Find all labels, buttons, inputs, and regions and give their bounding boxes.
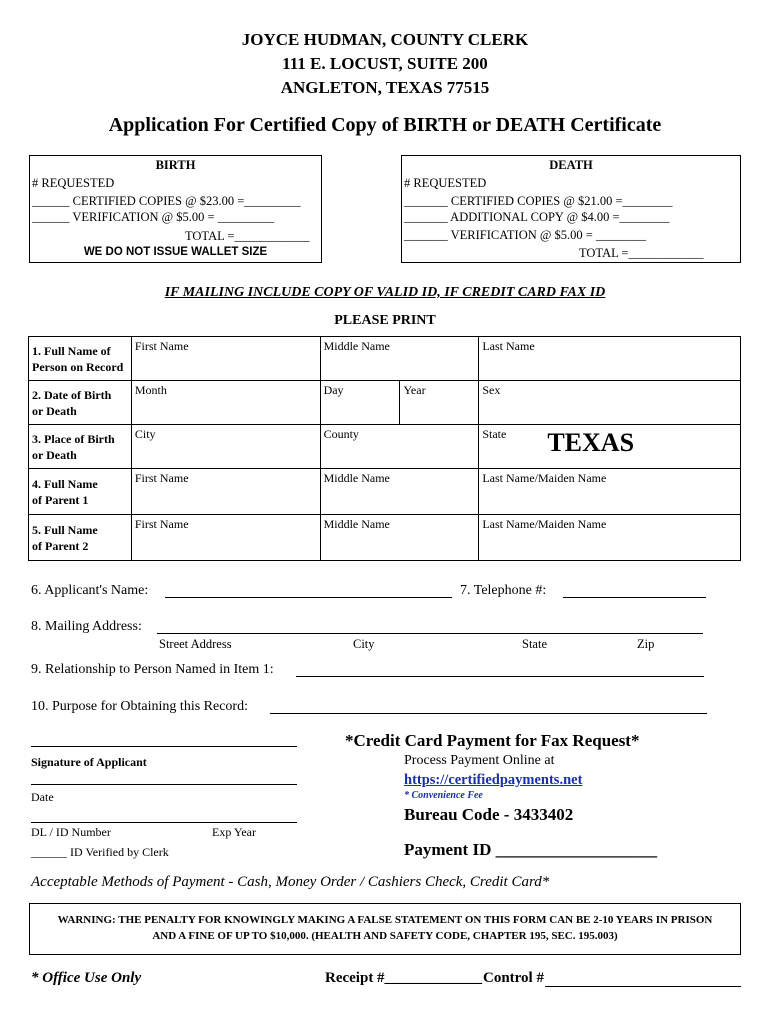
state-value: TEXAS xyxy=(547,428,635,457)
control-number-label: Control # xyxy=(483,970,544,986)
warning-line-2: AND A FINE OF UP TO $10,000. (HEALTH AND SAFETY CODE, CHAPTER 195, SEC. 195.003) xyxy=(152,930,618,942)
county-field[interactable]: County xyxy=(320,425,479,469)
dl-id-label: DL / ID Number xyxy=(31,825,111,839)
parent2-first-name-field[interactable]: First Name xyxy=(131,515,320,561)
date-input[interactable] xyxy=(31,784,297,785)
payment-id-line[interactable]: Payment ID ___________________ xyxy=(404,840,658,859)
birth-certified-copies-line[interactable]: ______ CERTIFIED COPIES @ $23.00 =_________ xyxy=(32,194,301,208)
mailing-id-note: IF MAILING INCLUDE COPY OF VALID ID, IF CREDIT CARD FAX ID xyxy=(164,285,606,300)
death-certified-copies-line[interactable]: _______ CERTIFIED COPIES @ $21.00 =________ xyxy=(404,194,673,208)
date-row xyxy=(29,381,741,425)
row-label-line: 5. Full Name xyxy=(32,522,98,537)
birth-heading: BIRTH xyxy=(155,158,196,172)
control-number-input[interactable] xyxy=(545,986,741,987)
state-field-label: State xyxy=(482,427,507,441)
row-label-line: or Death xyxy=(32,447,77,462)
warning-box xyxy=(29,903,741,955)
city-field[interactable]: City xyxy=(131,425,320,469)
convenience-fee-note: * Convenience Fee xyxy=(404,790,483,801)
death-additional-copy-line[interactable]: _______ ADDITIONAL COPY @ $4.00 =________ xyxy=(404,210,670,224)
death-requested-label: # REQUESTED xyxy=(404,176,487,190)
clerk-city: ANGLETON, TEXAS 77515 xyxy=(280,78,490,97)
first-name-field[interactable]: First Name xyxy=(131,337,320,381)
parent1-last-name-field[interactable]: Last Name/Maiden Name xyxy=(479,469,741,515)
purpose-label: 10. Purpose for Obtaining this Record: xyxy=(31,699,248,714)
parent1-label xyxy=(29,469,132,515)
warning-line-1: WARNING: THE PENALTY FOR KNOWINGLY MAKING A FALSE STATEMENT ON THIS FORM CAN BE 2-10 YEARS IN PRISON xyxy=(57,914,713,926)
row-label-line: 2. Date of Birth xyxy=(32,387,112,402)
parent2-last-name-field[interactable]: Last Name/Maiden Name xyxy=(479,515,741,561)
sex-field[interactable]: Sex xyxy=(479,381,741,425)
last-name-field[interactable]: Last Name xyxy=(479,337,741,381)
city-caption: City xyxy=(353,637,375,651)
birth-requested-label: # REQUESTED xyxy=(32,176,115,190)
record-info-grid xyxy=(28,336,741,561)
row-label-line: 4. Full Name xyxy=(32,476,98,491)
parent1-row xyxy=(29,469,741,515)
form-title: Application For Certified Copy of BIRTH or DEATH Certificate xyxy=(108,114,662,136)
row-label-line: or Death xyxy=(32,403,77,418)
signature-input[interactable] xyxy=(31,746,297,747)
relationship-label: 9. Relationship to Person Named in Item 1: xyxy=(31,662,274,677)
state-field[interactable] xyxy=(479,425,741,469)
bureau-code: Bureau Code - 3433402 xyxy=(404,805,574,824)
row-label-line: Person on Record xyxy=(32,359,124,374)
mailing-address-input[interactable] xyxy=(157,633,703,634)
full-name-label xyxy=(29,337,132,381)
birth-total-line[interactable]: TOTAL =____________ xyxy=(185,229,310,243)
telephone-input[interactable] xyxy=(563,597,706,598)
wallet-size-notice: WE DO NOT ISSUE WALLET SIZE xyxy=(83,246,268,258)
full-name-row xyxy=(29,337,741,381)
applicant-name-label: 6. Applicant's Name: xyxy=(31,583,149,598)
state-caption: State xyxy=(522,637,547,651)
exp-year-label: Exp Year xyxy=(212,825,256,839)
death-verification-line[interactable]: _______ VERIFICATION @ $5.00 = ________ xyxy=(404,228,646,242)
date-label xyxy=(29,381,132,425)
clerk-address: 111 E. LOCUST, SUITE 200 xyxy=(282,54,488,73)
death-heading: DEATH xyxy=(549,158,593,172)
place-row xyxy=(29,425,741,469)
death-box xyxy=(401,155,741,263)
row-label-line: of Parent 1 xyxy=(32,492,89,507)
place-label xyxy=(29,425,132,469)
signature-label: Signature of Applicant xyxy=(31,755,147,769)
middle-name-field[interactable]: Middle Name xyxy=(320,337,479,381)
row-label-line: 3. Place of Birth xyxy=(32,431,115,446)
relationship-input[interactable] xyxy=(296,676,704,677)
death-total-line[interactable]: TOTAL =____________ xyxy=(579,246,704,260)
parent2-middle-name-field[interactable]: Middle Name xyxy=(320,515,479,561)
receipt-number-field[interactable]: Receipt #_____________ xyxy=(325,970,483,986)
day-field[interactable]: Day xyxy=(320,381,400,425)
id-verified-line[interactable]: ______ ID Verified by Clerk xyxy=(31,845,169,859)
birth-box xyxy=(29,155,322,263)
parent2-row xyxy=(29,515,741,561)
zip-caption: Zip xyxy=(637,637,655,651)
parent1-middle-name-field[interactable]: Middle Name xyxy=(320,469,479,515)
year-field[interactable]: Year xyxy=(400,381,479,425)
clerk-name: JOYCE HUDMAN, COUNTY CLERK xyxy=(241,30,529,49)
telephone-label: 7. Telephone #: xyxy=(460,583,547,598)
date-label: Date xyxy=(31,790,54,804)
please-print-note: PLEASE PRINT xyxy=(334,313,436,328)
purpose-input[interactable] xyxy=(270,713,707,714)
parent2-label xyxy=(29,515,132,561)
street-address-caption: Street Address xyxy=(159,637,232,651)
row-label-line: of Parent 2 xyxy=(32,538,89,553)
month-field[interactable]: Month xyxy=(131,381,320,425)
row-label-line: 1. Full Name of xyxy=(32,343,111,358)
payment-url-link[interactable]: https://certifiedpayments.net xyxy=(404,772,583,788)
mailing-address-label: 8. Mailing Address: xyxy=(31,619,142,634)
process-payment-text: Process Payment Online at xyxy=(404,753,555,768)
office-use-only-label: * Office Use Only xyxy=(31,970,142,986)
credit-card-heading: *Credit Card Payment for Fax Request* xyxy=(345,731,640,750)
parent1-first-name-field[interactable]: First Name xyxy=(131,469,320,515)
birth-verification-line[interactable]: ______ VERIFICATION @ $5.00 = _________ xyxy=(32,210,274,224)
payment-methods-note: Acceptable Methods of Payment - Cash, Money Order / Cashiers Check, Credit Card* xyxy=(31,874,550,890)
applicant-name-input[interactable] xyxy=(165,597,452,598)
dl-id-input[interactable] xyxy=(31,822,297,823)
